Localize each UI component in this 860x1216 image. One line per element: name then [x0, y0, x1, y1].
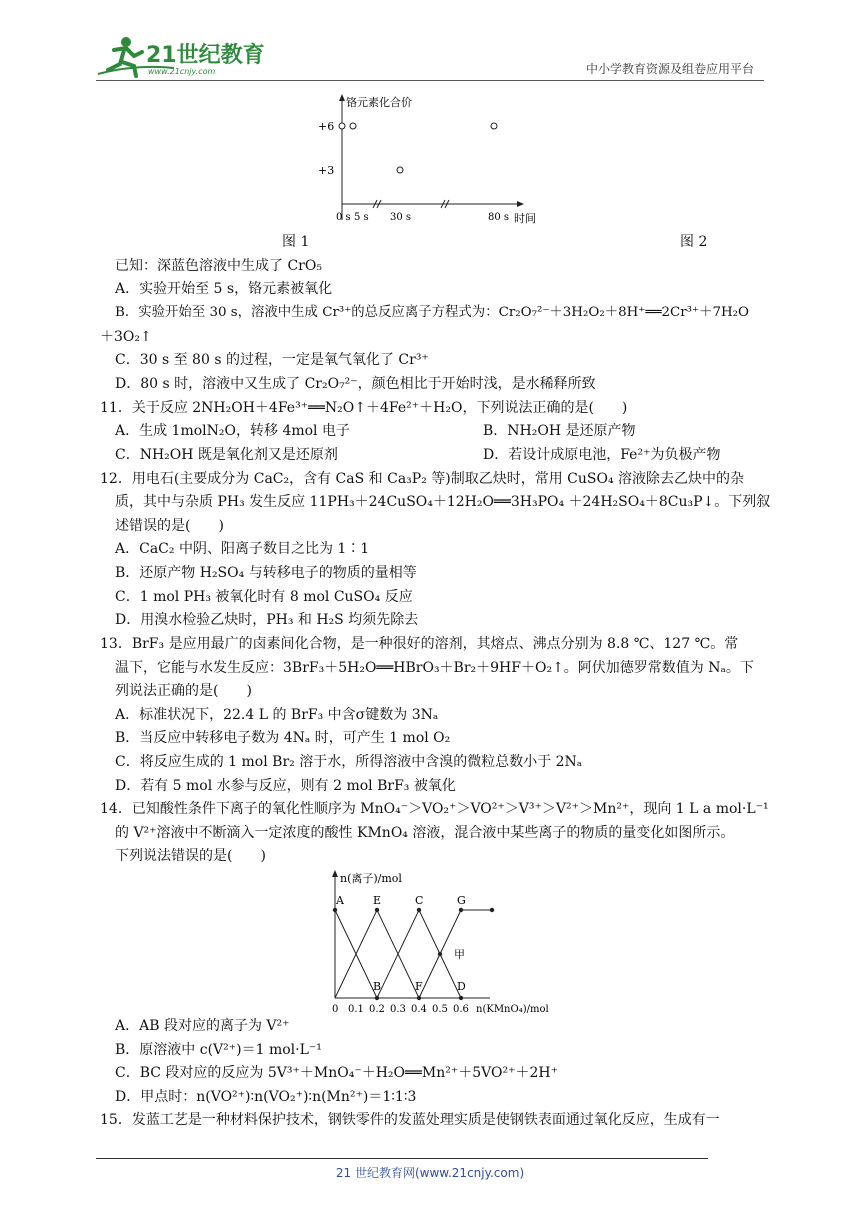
option-line: B．原溶液中 c(V²⁺)＝1 mol·L⁻¹	[115, 1042, 322, 1058]
figure1-chart	[310, 92, 550, 232]
figure2-caption: 图 2	[680, 234, 708, 250]
question-line: 列说法正确的是( )	[115, 683, 252, 699]
fig3-xtick: 0.1	[348, 1004, 364, 1014]
logo-url: www.21cnjy.com	[148, 67, 216, 76]
figure1-caption: 图 1	[282, 234, 310, 250]
fig3-point-jia	[438, 952, 442, 956]
fig3-xtick: 0.6	[453, 1004, 469, 1014]
option-line: B．还原产物 H₂SO₄ 与转移电子的物质的量相等	[115, 565, 417, 581]
fig3-point-B	[375, 996, 379, 1000]
option-line: C．NH₂OH 既是氧化剂又是还原剂	[115, 447, 338, 463]
footer-text[interactable]: 21 世纪教育网(www.21cnjy.com)	[335, 1166, 525, 1180]
option-line: A．标准状况下，22.4 L 的 BrF₃ 中含σ键数为 3Nₐ	[115, 707, 439, 723]
fig1-point-0s	[339, 123, 345, 129]
fig3-xtick: 0.5	[432, 1004, 448, 1014]
question-line: 14．已知酸性条件下离子的氧化性顺序为 MnO₄⁻＞VO₂⁺＞VO²⁺＞V³⁺＞V²⁺＞Mn²⁺，现向 1 L a mol·L⁻¹	[100, 801, 769, 817]
fig1-xtick-0: 0 s	[336, 212, 351, 223]
fig3-point-A	[333, 908, 337, 912]
fig3-point-E	[375, 908, 379, 912]
fig3-point-end	[490, 908, 494, 912]
option-line: A．AB 段对应的离子为 V²⁺	[115, 1018, 290, 1034]
option-line: D．用溴水检验乙炔时，PH₃ 和 H₂S 均须先除去	[115, 612, 419, 628]
fig3-label-B: B	[373, 980, 382, 993]
fig1-ytick-6: +6	[318, 120, 335, 133]
question-line: 的 V²⁺溶液中不断滴入一定浓度的酸性 KMnO₄ 溶液，混合液中某些离子的物质的量变化如图所示。	[115, 825, 735, 841]
text-line: 已知：深蓝色溶液中生成了 CrO₅	[115, 258, 322, 274]
fig1-xtick-30: 30 s	[390, 212, 412, 223]
fig3-xtick: 0.3	[390, 1004, 406, 1014]
option-line: D．甲点时：n(VO²⁺)∶n(VO₂⁺)∶n(Mn²⁺)＝1∶1∶3	[115, 1089, 417, 1105]
fig3-xlabel: n(KMnO₄)/mol	[476, 1004, 549, 1014]
header-platform-text: 中小学教育资源及组卷应用平台	[586, 62, 755, 76]
option-line: A．CaC₂ 中阴、阳离子数目之比为 1∶1	[115, 541, 370, 557]
footer-divider	[96, 1158, 708, 1159]
question-line: 质，其中与杂质 PH₃ 发生反应 11PH₃＋24CuSO₄＋12H₂O══3H₃PO₄ ＋24H₂SO₄＋8Cu₃P↓。下列叙	[115, 494, 771, 510]
fig3-xtick: 0	[332, 1004, 339, 1014]
option-line: A．生成 1molN₂O，转移 4mol 电子	[115, 423, 350, 439]
question-line: 12．用电石(主要成分为 CaC₂，含有 CaS 和 Ca₃P₂ 等)制取乙炔时，常用 CuSO₄ 溶液除去乙炔中的杂	[100, 471, 745, 487]
question-line: 11．关于反应 2NH₂OH＋4Fe³⁺══N₂O↑＋4Fe²⁺＋H₂O，下列说法正确的是( )	[100, 400, 628, 416]
fig1-ytick-3: +3	[318, 164, 335, 177]
figure3-chart	[320, 866, 570, 1014]
option-line: C．将反应生成的 1 mol Br₂ 溶于水，所得溶液中含溴的微粒总数小于 2Nₐ	[115, 754, 583, 770]
header-divider	[96, 80, 764, 81]
fig3-xtick: 0.2	[369, 1004, 385, 1014]
fig3-label-jia: 甲	[454, 948, 465, 961]
option-line: C．30 s 至 80 s 的过程，一定是氧气氧化了 Cr³⁺	[115, 352, 429, 368]
option-line: C．BC 段对应的反应为 5V³⁺＋MnO₄⁻＋H₂O══Mn²⁺＋5VO²⁺＋2H⁺	[115, 1065, 558, 1081]
question-line: 15．发蓝工艺是一种材料保护技术，钢铁零件的发蓝处理实质是使钢铁表面通过氧化反应，生成有一	[100, 1112, 720, 1128]
fig1-point-80s	[491, 123, 497, 129]
option-line: B．NH₂OH 是还原产物	[483, 423, 636, 439]
fig3-point-G	[459, 908, 463, 912]
fig1-xtick-80: 80 s	[488, 212, 510, 223]
fig1-point-5s	[350, 123, 356, 129]
fig1-point-30s	[397, 167, 403, 173]
fig3-label-F: F	[415, 980, 423, 993]
fig3-point-D	[459, 996, 463, 1000]
fig3-label-C: C	[415, 894, 424, 907]
text-line: ＋3O₂↑	[100, 329, 152, 345]
runner-logo-icon	[96, 34, 266, 78]
logo-text: 21世纪教育	[146, 43, 265, 68]
question-line: 13．BrF₃ 是应用最广的卤素间化合物，是一种很好的溶剂，其熔点、沸点分别为 8.8 ℃、127 ℃。常	[100, 636, 739, 652]
question-line: 温下，它能与水发生反应：3BrF₃＋5H₂O══HBrO₃＋Br₂＋9HF＋O₂↑。阿伏加德罗常数值为 Nₐ。下	[115, 660, 754, 676]
fig1-xlabel: 时间	[514, 212, 536, 225]
fig3-label-D: D	[457, 980, 466, 993]
option-line: A．实验开始至 5 s，铬元素被氧化	[115, 281, 333, 297]
fig3-label-E: E	[373, 894, 382, 907]
option-line: B．实验开始至 30 s，溶液中生成 Cr³⁺的总反应离子方程式为：Cr₂O₇²⁻＋3H₂O₂＋8H⁺══2Cr³⁺＋7H₂O	[115, 305, 749, 320]
fig1-xtick-5: 5 s	[354, 212, 369, 223]
option-line: D．若设计成原电池，Fe²⁺为负极产物	[483, 447, 721, 463]
logo	[96, 34, 266, 78]
fig3-ylabel: n(离子)/mol	[340, 872, 402, 885]
question-line: 述错误的是( )	[115, 518, 224, 534]
option-line: B．当反应中转移电子数为 4Nₐ 时，可产生 1 mol O₂	[115, 730, 451, 746]
option-line: D．若有 5 mol 水参与反应，则有 2 mol BrF₃ 被氧化	[115, 778, 456, 794]
fig3-xtick: 0.4	[411, 1004, 427, 1014]
fig1-ylabel: 铬元素化合价	[346, 96, 412, 109]
fig3-point-C	[417, 908, 421, 912]
option-line: C．1 mol PH₃ 被氧化时有 8 mol CuSO₄ 反应	[115, 589, 413, 605]
fig3-point-F	[417, 996, 421, 1000]
fig3-label-G: G	[457, 894, 466, 907]
fig3-label-A: A	[336, 894, 344, 907]
question-line: 下列说法错误的是( )	[115, 848, 266, 864]
option-line: D．80 s 时，溶液中又生成了 Cr₂O₇²⁻，颜色相比于开始时浅，是水稀释所致	[115, 376, 596, 392]
